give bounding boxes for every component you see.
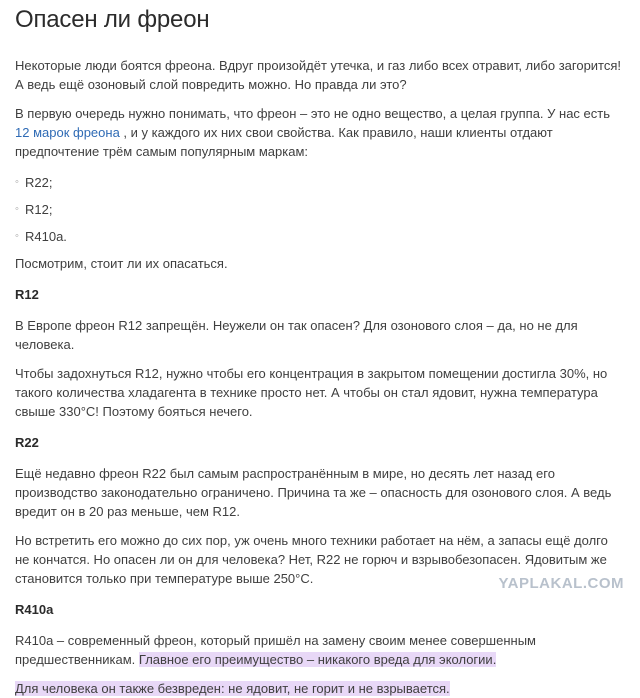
- r22-paragraph-2: Но встретить его можно до сих пор, уж очень много техники работает на нём, а запасы ещё долго не кончатся. Но опасен ли он для человека? Нет, R22 не горюч и взрывобезопасен. Ядовитым же становится только при температуре выше 250°С.: [15, 533, 608, 586]
- section-heading-r410a: R410a: [15, 602, 54, 617]
- freon-brands-link[interactable]: 12 марок фреона: [15, 125, 120, 140]
- intro-paragraph: Некоторые люди боятся фреона. Вдруг произойдёт утечка, и газ либо всех отравит, либо загорится! А ведь ещё озоновый слой повредить можно. Но правда ли это?: [15, 58, 622, 92]
- r22-paragraph-1: Ещё недавно фреон R22 был самым распространённым в мире, но десять лет назад его производство законодательно ограничено. Причина та же – опасность для озонового слоя. А ведь вредит он в 20 раз меньше, чем R12.: [15, 466, 612, 519]
- highlighted-text: Для человека он также безвреден: не ядовит, не горит и не взрывается.: [15, 681, 450, 696]
- brand-list: [15, 173, 625, 254]
- r410a-paragraph-2: [15, 679, 625, 698]
- list-item: ◦ R12;: [15, 202, 53, 217]
- article: [15, 0, 625, 698]
- watermark-logo: YAPLAKAL.COM: [498, 575, 624, 592]
- list-item: ◦ R410a.: [15, 229, 67, 244]
- bullet-icon: ◦: [15, 203, 19, 215]
- groups-text-after: , и у каждого их них свои свойства. Как правило, наши клиенты отдают предпочтение трём самым популярным маркам:: [15, 125, 553, 159]
- groups-text-before: В первую очередь нужно понимать, что фреон – это не одно вещество, а целая группа. У нас есть: [15, 106, 611, 121]
- r410a-paragraph-1: R410a – современный фреон, который пришёл на замену своим менее совершенным предшественникам. Главное его преимущество – никакого вреда для экологии.: [15, 633, 536, 667]
- highlighted-text: Главное его преимущество – никакого вреда для экологии.: [138, 652, 497, 667]
- section-heading-r22: R22: [15, 435, 39, 450]
- groups-paragraph: [15, 104, 625, 161]
- lead-paragraph: Посмотрим, стоит ли их опасаться.: [15, 256, 228, 271]
- r12-paragraph-1: В Европе фреон R12 запрещён. Неужели он так опасен? Для озонового слоя – да, но не для человека.: [15, 318, 578, 352]
- bullet-icon: ◦: [15, 176, 19, 188]
- r12-paragraph-2: Чтобы задохнуться R12, нужно чтобы его концентрация в закрытом помещении достигла 30%, но такого количества хладагента в технике просто нет. А чтобы он стал ядовит, нужна температура свыше 330°С! Поэтому бояться нечего.: [15, 366, 608, 419]
- section-heading-r12: R12: [15, 287, 39, 302]
- bullet-icon: ◦: [15, 230, 19, 242]
- article-title: Опасен ли фреон: [15, 6, 210, 33]
- list-item: ◦ R22;: [15, 175, 53, 190]
